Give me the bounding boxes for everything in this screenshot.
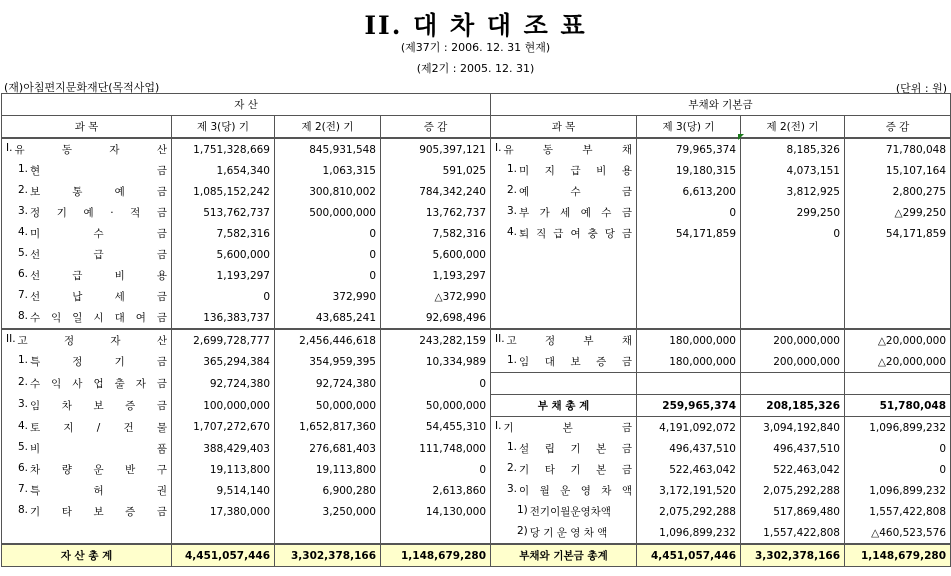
a-chg-value: 1,193,297 (381, 265, 491, 286)
a-item-name (2, 223, 172, 244)
liab-total-current: 4,451,057,446 (637, 544, 741, 567)
table-row (2, 223, 951, 244)
l-item-name (491, 244, 637, 265)
item-number: 1. (18, 163, 29, 175)
item-number: 1) (517, 504, 528, 516)
a-pri-value: 354,959,395 (275, 351, 381, 373)
a-chg-value: 13,762,737 (381, 202, 491, 223)
item-label: 기 타 보 증 금 (30, 506, 167, 518)
a-cur-value: 17,380,000 (172, 501, 275, 522)
l-chg-value: 1,096,899,232 (845, 417, 951, 439)
l-chg-value: 54,171,859 (845, 223, 951, 244)
a-cur-value: 7,582,316 (172, 223, 275, 244)
item-number: II. (6, 333, 16, 345)
a-chg-value: 784,342,240 (381, 181, 491, 202)
item-number: 3. (507, 205, 518, 217)
item-label: 기 본 금 (503, 422, 632, 434)
a-item-name (2, 329, 172, 351)
a-pri-value: 43,685,241 (275, 307, 381, 329)
item-label: 퇴 직 급 여 충 당 금 (519, 228, 632, 240)
a-pri-value: 0 (275, 244, 381, 265)
l-chg-value: 71,780,048 (845, 138, 951, 160)
l-item-name (491, 351, 637, 373)
page-title: II. 대 차 대 조 표 (364, 11, 587, 40)
l-pri-value: 4,073,151 (741, 160, 845, 181)
a-item-name (2, 181, 172, 202)
item-number: 2. (18, 184, 29, 196)
a-cur-value: 1,654,340 (172, 160, 275, 181)
l-chg-value: 51,780,048 (845, 395, 951, 417)
l-cur-value: 54,171,859 (637, 223, 741, 244)
l-item-name (491, 160, 637, 181)
item-label: 미 지 급 비 용 (519, 165, 632, 177)
table-row (2, 459, 951, 480)
l-cur-value: 0 (637, 202, 741, 223)
item-number: 8. (18, 310, 29, 322)
item-number: 6. (18, 462, 29, 474)
a-pri-value: 300,810,002 (275, 181, 381, 202)
item-number: 1. (18, 354, 29, 367)
a-pri-value: 19,113,800 (275, 459, 381, 480)
l-item-name (491, 265, 637, 286)
a-item-name (2, 160, 172, 181)
assets-total-label: 자 산 총 계 (2, 544, 172, 567)
table-row (2, 265, 951, 286)
a-chg-value: 7,582,316 (381, 223, 491, 244)
item-label: 수 익 일 시 대 여 금 (30, 312, 167, 324)
a-chg-value: 5,600,000 (381, 244, 491, 265)
table-row (2, 138, 951, 160)
item-number: 3. (18, 398, 29, 410)
l-cur-value: 522,463,042 (637, 459, 741, 480)
item-number: 7. (18, 483, 29, 495)
l-chg-value: 0 (845, 459, 951, 480)
a-item-name (2, 286, 172, 307)
a-pri-value: 0 (275, 265, 381, 286)
l-chg-value: △299,250 (845, 202, 951, 223)
a-item-name (2, 480, 172, 501)
a-chg-value: 905,397,121 (381, 138, 491, 160)
item-label: 비 품 (30, 443, 167, 455)
item-label: 기 타 기 본 금 (519, 464, 632, 476)
liab-total-prior: 3,302,378,166 (741, 544, 845, 567)
liab-total-change: 1,148,679,280 (845, 544, 951, 567)
item-number: 1. (507, 354, 518, 366)
a-cur-value: 5,600,000 (172, 244, 275, 265)
a-chg-value: 0 (381, 459, 491, 480)
table-row (2, 373, 951, 395)
l-cur-value: 1,096,899,232 (637, 522, 741, 544)
a-pri-value (275, 522, 381, 544)
l-pri-value (741, 307, 845, 329)
assets-subject-header: 과 목 (2, 116, 172, 139)
item-label: 임 대 보 증 금 (519, 356, 632, 368)
a-cur-value: 19,113,800 (172, 459, 275, 480)
a-pri-value: 1,652,817,360 (275, 417, 381, 439)
item-label: 유 동 자 산 (14, 144, 167, 156)
table-row (2, 417, 951, 439)
a-cur-value: 388,429,403 (172, 438, 275, 459)
l-cur-value (637, 286, 741, 307)
item-label: 토 지 / 건 물 (30, 421, 167, 434)
l-item-name (491, 417, 637, 439)
l-pri-value: 208,185,326 (741, 395, 845, 417)
table-row (2, 329, 951, 351)
a-chg-value: 2,613,860 (381, 480, 491, 501)
a-cur-value: 92,724,380 (172, 373, 275, 395)
l-pri-value: 1,557,422,808 (741, 522, 845, 544)
a-item-name (2, 351, 172, 373)
item-number: 1. (507, 163, 518, 175)
a-item-name (2, 265, 172, 286)
a-chg-value: 111,748,000 (381, 438, 491, 459)
item-label: 이 월 운 영 차 액 (519, 485, 632, 497)
a-pri-value: 0 (275, 223, 381, 244)
l-cur-value: 180,000,000 (637, 329, 741, 351)
a-chg-value: 54,455,310 (381, 417, 491, 439)
a-item-name (2, 501, 172, 522)
item-number: 2) (517, 525, 528, 537)
a-item-name (2, 202, 172, 223)
assets-current-header: 제 3(당) 기 (172, 116, 275, 139)
a-cur-value: 136,383,737 (172, 307, 275, 329)
a-chg-value: 10,334,989 (381, 351, 491, 373)
assets-total-current: 4,451,057,446 (172, 544, 275, 567)
a-pri-value: 3,250,000 (275, 501, 381, 522)
item-number: 2. (507, 462, 518, 474)
item-label: 보 통 예 금 (30, 186, 167, 198)
l-chg-value: 1,096,899,232 (845, 480, 951, 501)
a-chg-value: 92,698,496 (381, 307, 491, 329)
a-item-name (2, 417, 172, 439)
l-chg-value: △460,523,576 (845, 522, 951, 544)
item-label: 부 가 세 예 수 금 (519, 207, 632, 219)
liab-prior-header: 제 2(전) 기 (741, 116, 845, 139)
item-number: 3. (507, 483, 518, 495)
a-pri-value: 500,000,000 (275, 202, 381, 223)
l-cur-value (637, 244, 741, 265)
l-pri-value: 517,869,480 (741, 501, 845, 522)
assets-group-header: 자 산 (2, 94, 491, 116)
item-label: 특 정 기 금 (30, 356, 167, 369)
l-chg-value (845, 373, 951, 395)
a-item-name (2, 373, 172, 395)
period-current: (제37기 : 2006. 12. 31 현재) (400, 41, 551, 54)
table-row (2, 395, 951, 417)
table-row (2, 160, 951, 181)
item-label: 정 기 예 · 적 금 (30, 207, 167, 219)
item-label: 선 급 금 (30, 249, 167, 261)
l-cur-value: 2,075,292,288 (637, 501, 741, 522)
l-pri-value: 200,000,000 (741, 329, 845, 351)
a-pri-value: 92,724,380 (275, 373, 381, 395)
item-number: 7. (18, 289, 29, 301)
table-row (2, 480, 951, 501)
item-number: 8. (18, 504, 29, 516)
item-label: 예 수 금 (519, 186, 632, 198)
l-item-name (491, 138, 637, 160)
l-pri-value: 200,000,000 (741, 351, 845, 373)
item-number: 2. (18, 376, 29, 388)
item-label: 당 기 운 영 차 액 (529, 527, 608, 539)
liab-total-label: 부 채 총 계 (537, 400, 590, 412)
a-chg-value: 14,130,000 (381, 501, 491, 522)
period-prior: (제2기 : 2005. 12. 31) (416, 62, 535, 75)
l-cur-value: 496,437,510 (637, 438, 741, 459)
l-item-name (491, 395, 637, 417)
l-chg-value: 15,107,164 (845, 160, 951, 181)
item-number: 5. (18, 441, 29, 453)
l-item-name (491, 202, 637, 223)
l-chg-value: 0 (845, 438, 951, 459)
a-item-name (2, 459, 172, 480)
a-item-name (2, 438, 172, 459)
item-label: 수 익 사 업 출 자 금 (30, 378, 167, 390)
l-cur-value: 259,965,374 (637, 395, 741, 417)
item-label: 선 납 세 금 (30, 291, 167, 303)
assets-total-prior: 3,302,378,166 (275, 544, 381, 567)
item-number: 4. (18, 226, 29, 238)
item-label: 고 정 자 산 (17, 335, 167, 347)
a-pri-value: 845,931,548 (275, 138, 381, 160)
item-number: II. (495, 333, 505, 345)
l-cur-value: 19,180,315 (637, 160, 741, 181)
item-label: 차 량 운 반 구 (30, 464, 167, 476)
item-label: 특 허 권 (30, 485, 167, 497)
table-row (2, 351, 951, 373)
a-item-name (2, 307, 172, 329)
a-cur-value: 1,193,297 (172, 265, 275, 286)
l-item-name (491, 181, 637, 202)
l-cur-value: 180,000,000 (637, 351, 741, 373)
l-chg-value (845, 265, 951, 286)
l-chg-value: 1,557,422,808 (845, 501, 951, 522)
a-chg-value: 591,025 (381, 160, 491, 181)
table-row (2, 522, 951, 544)
a-cur-value: 1,707,272,670 (172, 417, 275, 439)
liabilities-group-header: 부채와 기본금 (491, 94, 951, 116)
a-pri-value: 2,456,446,618 (275, 329, 381, 351)
l-pri-value (741, 286, 845, 307)
item-label: 선 급 비 용 (30, 270, 167, 282)
l-pri-value: 299,250 (741, 202, 845, 223)
table-row (2, 286, 951, 307)
item-label: 임 차 보 증 금 (30, 400, 167, 412)
item-number: I. (6, 142, 13, 154)
item-number: 3. (18, 205, 29, 217)
l-item-name (491, 459, 637, 480)
l-item-name (491, 438, 637, 459)
l-pri-value (741, 265, 845, 286)
l-cur-value: 4,191,092,072 (637, 417, 741, 439)
l-item-name (491, 480, 637, 501)
l-chg-value (845, 286, 951, 307)
a-pri-value: 6,900,280 (275, 480, 381, 501)
item-label: 전기이월운영차액 (529, 506, 611, 518)
item-number: 4. (18, 419, 29, 432)
l-cur-value (637, 307, 741, 329)
l-cur-value: 6,613,200 (637, 181, 741, 202)
l-pri-value: 496,437,510 (741, 438, 845, 459)
l-chg-value: △20,000,000 (845, 329, 951, 351)
a-item-name (2, 244, 172, 265)
l-pri-value (741, 244, 845, 265)
l-item-name (491, 501, 637, 522)
item-label: 미 수 금 (30, 228, 167, 240)
a-pri-value: 372,990 (275, 286, 381, 307)
item-number: I. (495, 420, 502, 432)
l-chg-value: △20,000,000 (845, 351, 951, 373)
assets-prior-header: 제 2(전) 기 (275, 116, 381, 139)
liab-total-equity-label: 부채와 기본금 총계 (491, 544, 637, 567)
table-row (2, 438, 951, 459)
item-label: 고 정 부 채 (506, 335, 632, 347)
l-item-name (491, 307, 637, 329)
cell-comment-marker (738, 134, 744, 140)
a-cur-value (172, 522, 275, 544)
l-chg-value (845, 307, 951, 329)
l-item-name (491, 223, 637, 244)
organization-name: (재)아침편지문화재단(목적사업) (4, 81, 160, 94)
table-row (2, 501, 951, 522)
a-chg-value (381, 522, 491, 544)
a-chg-value: 0 (381, 373, 491, 395)
item-label: 유 동 부 채 (503, 144, 632, 156)
l-item-name (491, 373, 637, 395)
table-row (2, 307, 951, 329)
l-pri-value: 8,185,326 (741, 138, 845, 160)
a-chg-value: 243,282,159 (381, 329, 491, 351)
l-pri-value: 3,094,192,840 (741, 417, 845, 439)
a-cur-value: 9,514,140 (172, 480, 275, 501)
l-item-name (491, 286, 637, 307)
l-cur-value (637, 373, 741, 395)
a-item-name (2, 138, 172, 160)
table-row (2, 202, 951, 223)
a-pri-value: 276,681,403 (275, 438, 381, 459)
a-cur-value: 0 (172, 286, 275, 307)
a-cur-value: 1,751,328,669 (172, 138, 275, 160)
assets-change-header: 증 감 (381, 116, 491, 139)
unit-label: (단위 : 원) (895, 82, 947, 95)
item-number: I. (495, 142, 502, 154)
table-row (2, 181, 951, 202)
totals-row (2, 544, 951, 567)
a-item-name (2, 522, 172, 544)
l-item-name (491, 329, 637, 351)
assets-total-change: 1,148,679,280 (381, 544, 491, 567)
a-chg-value: 50,000,000 (381, 395, 491, 417)
l-chg-value (845, 244, 951, 265)
item-number: 2. (507, 184, 518, 196)
l-pri-value: 3,812,925 (741, 181, 845, 202)
a-chg-value: △372,990 (381, 286, 491, 307)
a-cur-value: 365,294,384 (172, 351, 275, 373)
a-cur-value: 2,699,728,777 (172, 329, 275, 351)
liab-current-header: 제 3(당) 기 (637, 116, 741, 139)
l-cur-value (637, 265, 741, 286)
l-pri-value: 522,463,042 (741, 459, 845, 480)
item-number: 6. (18, 268, 29, 280)
item-label: 설 립 기 본 금 (519, 443, 632, 455)
l-pri-value: 2,075,292,288 (741, 480, 845, 501)
a-pri-value: 50,000,000 (275, 395, 381, 417)
a-pri-value: 1,063,315 (275, 160, 381, 181)
l-chg-value: 2,800,275 (845, 181, 951, 202)
a-cur-value: 513,762,737 (172, 202, 275, 223)
a-cur-value: 1,085,152,242 (172, 181, 275, 202)
a-item-name (2, 395, 172, 417)
l-cur-value: 79,965,374 (637, 138, 741, 160)
item-number: 1. (507, 441, 518, 453)
a-cur-value: 100,000,000 (172, 395, 275, 417)
l-pri-value (741, 373, 845, 395)
balance-sheet-table (1, 93, 951, 567)
l-pri-value: 0 (741, 223, 845, 244)
item-number: 5. (18, 247, 29, 259)
l-cur-value: 3,172,191,520 (637, 480, 741, 501)
table-row (2, 244, 951, 265)
item-number: 4. (507, 226, 518, 238)
item-label: 현 금 (30, 165, 167, 177)
liab-subject-header: 과 목 (491, 116, 637, 139)
liab-change-header: 증 감 (845, 116, 951, 139)
l-item-name (491, 522, 637, 544)
